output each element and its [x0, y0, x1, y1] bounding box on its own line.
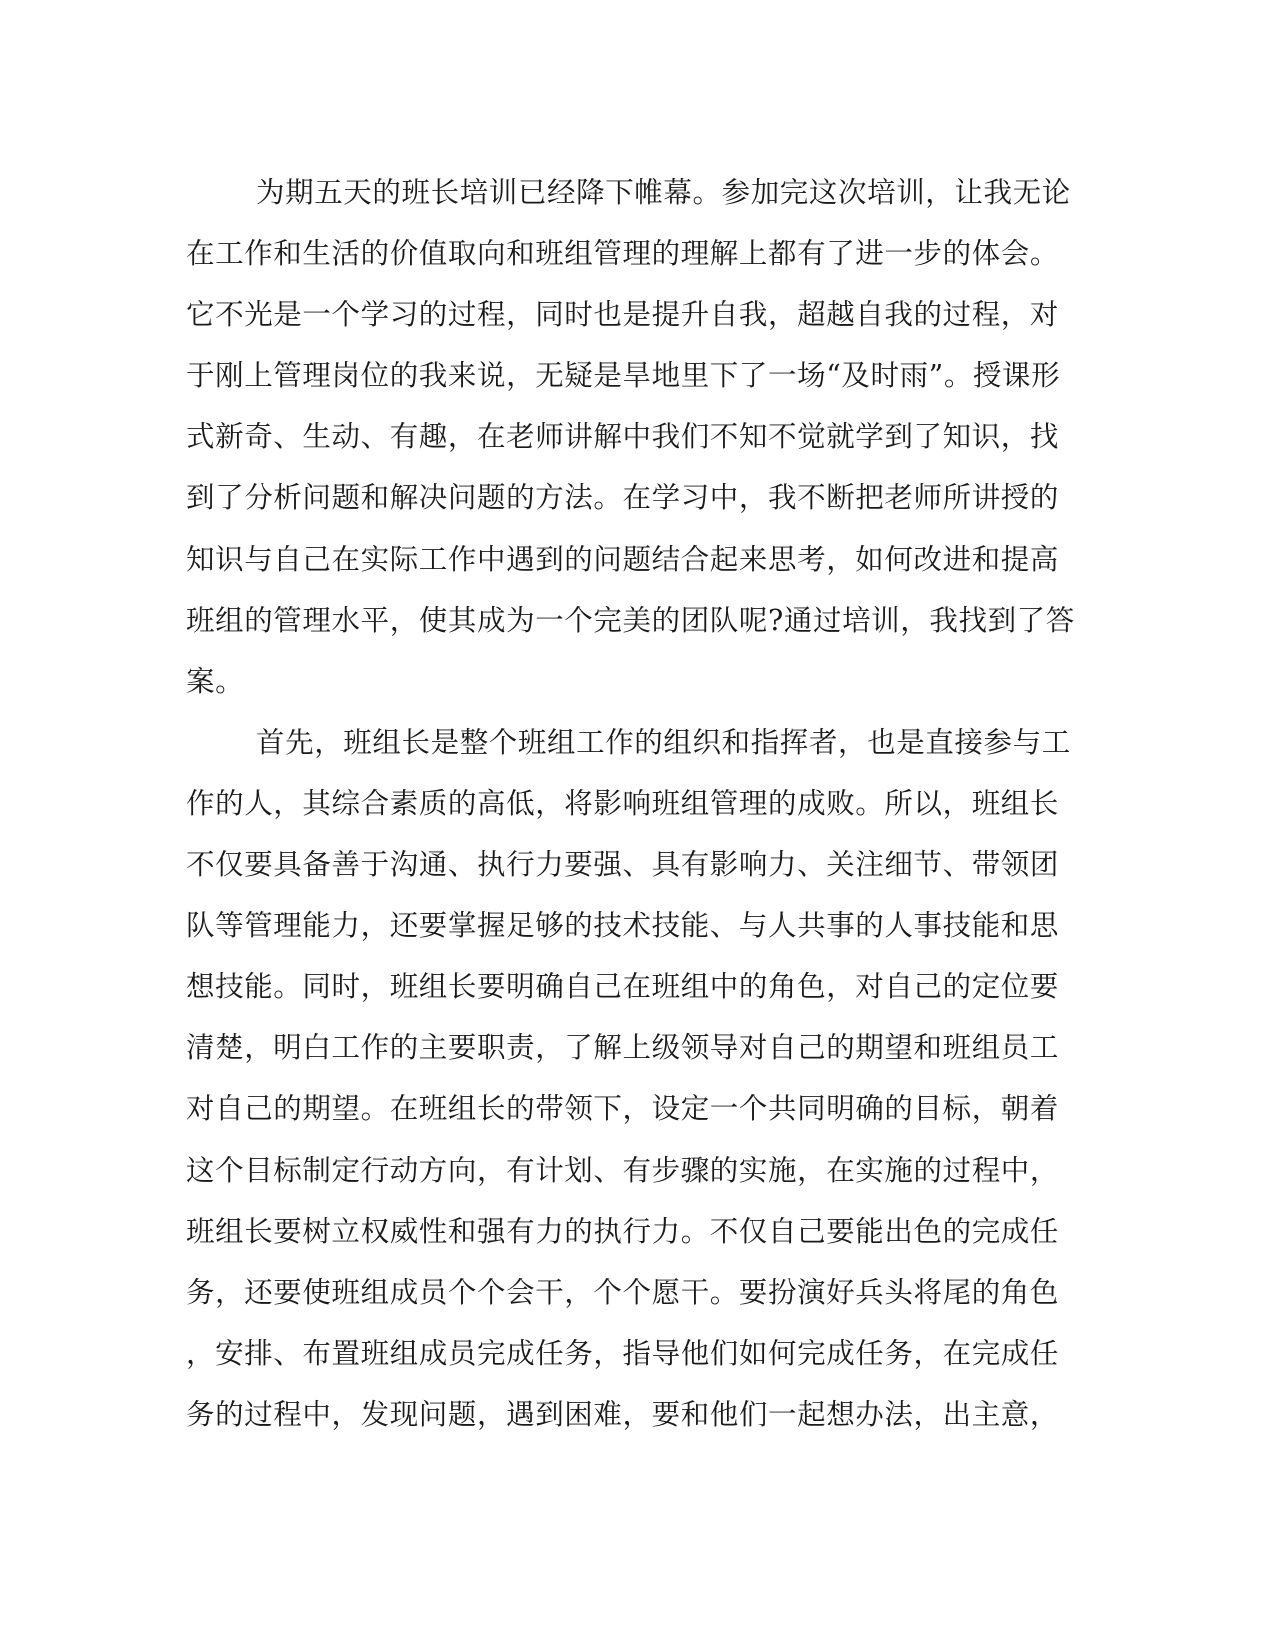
paragraph-2-line-8: 这个目标制定行动方向，有计划、有步骤的实施，在实施的过程中， — [186, 1153, 1060, 1187]
paragraph-2-line-4: 队等管理能力，还要掌握足够的技术技能、与人共事的人事技能和思 — [186, 909, 1060, 943]
paragraph-2-line-7: 对自己的期望。在班组长的带领下，设定一个共同明确的目标，朝着 — [186, 1092, 1060, 1126]
paragraph-2-line-6: 清楚，明白工作的主要职责，了解上级领导对自己的期望和班组员工 — [186, 1031, 1060, 1065]
paragraph-1-line-8: 班组的管理水平，使其成为一个完美的团队呢?通过培训，我找到了答 — [186, 603, 1075, 637]
paragraph-2-line-3: 不仅要具备善于沟通、执行力要强、具有影响力、关注细节、带领团 — [186, 848, 1060, 882]
paragraph-2-line-12: 务的过程中，发现问题，遇到困难，要和他们一起想办法，出主意， — [186, 1397, 1060, 1431]
paragraph-2-line-10: 务，还要使班组成员个个会干，个个愿干。要扮演好兵头将尾的角色 — [186, 1275, 1060, 1309]
paragraph-2-line-1: 首先，班组长是整个班组工作的组织和指挥者，也是直接参与工 — [256, 725, 1071, 759]
body-text — [186, 162, 1075, 1445]
paragraph-1-line-4: 于刚上管理岗位的我来说，无疑是旱地里下了一场“及时雨”。授课形 — [186, 359, 1061, 393]
paragraph-1-line-2: 在工作和生活的价值取向和班组管理的理解上都有了进一步的体会。 — [186, 237, 1060, 271]
paragraph-2-line-11: ，安排、布置班组成员完成任务，指导他们如何完成任务，在完成任 — [186, 1336, 1060, 1370]
paragraph-2-line-5: 想技能。同时，班组长要明确自己在班组中的角色，对自己的定位要 — [186, 970, 1060, 1004]
paragraph-1-line-1: 为期五天的班长培训已经降下帷幕。参加完这次培训，让我无论 — [256, 176, 1071, 209]
paragraph-2-line-9: 班组长要树立权威性和强有力的执行力。不仅自己要能出色的完成任 — [186, 1214, 1060, 1248]
paragraph-1-line-6: 到了分析问题和解决问题的方法。在学习中，我不断把老师所讲授的 — [186, 481, 1060, 515]
paragraph-1-line-9: 案。 — [186, 664, 245, 698]
paragraph-2-line-2: 作的人，其综合素质的高低，将影响班组管理的成败。所以，班组长 — [186, 786, 1060, 820]
paragraph-1-line-7: 知识与自己在实际工作中遇到的问题结合起来思考，如何改进和提高 — [186, 542, 1060, 576]
paragraph-1-line-5: 式新奇、生动、有趣，在老师讲解中我们不知不觉就学到了知识，找 — [186, 420, 1060, 454]
paragraph-1-line-3: 它不光是一个学习的过程，同时也是提升自我，超越自我的过程，对 — [186, 298, 1060, 332]
